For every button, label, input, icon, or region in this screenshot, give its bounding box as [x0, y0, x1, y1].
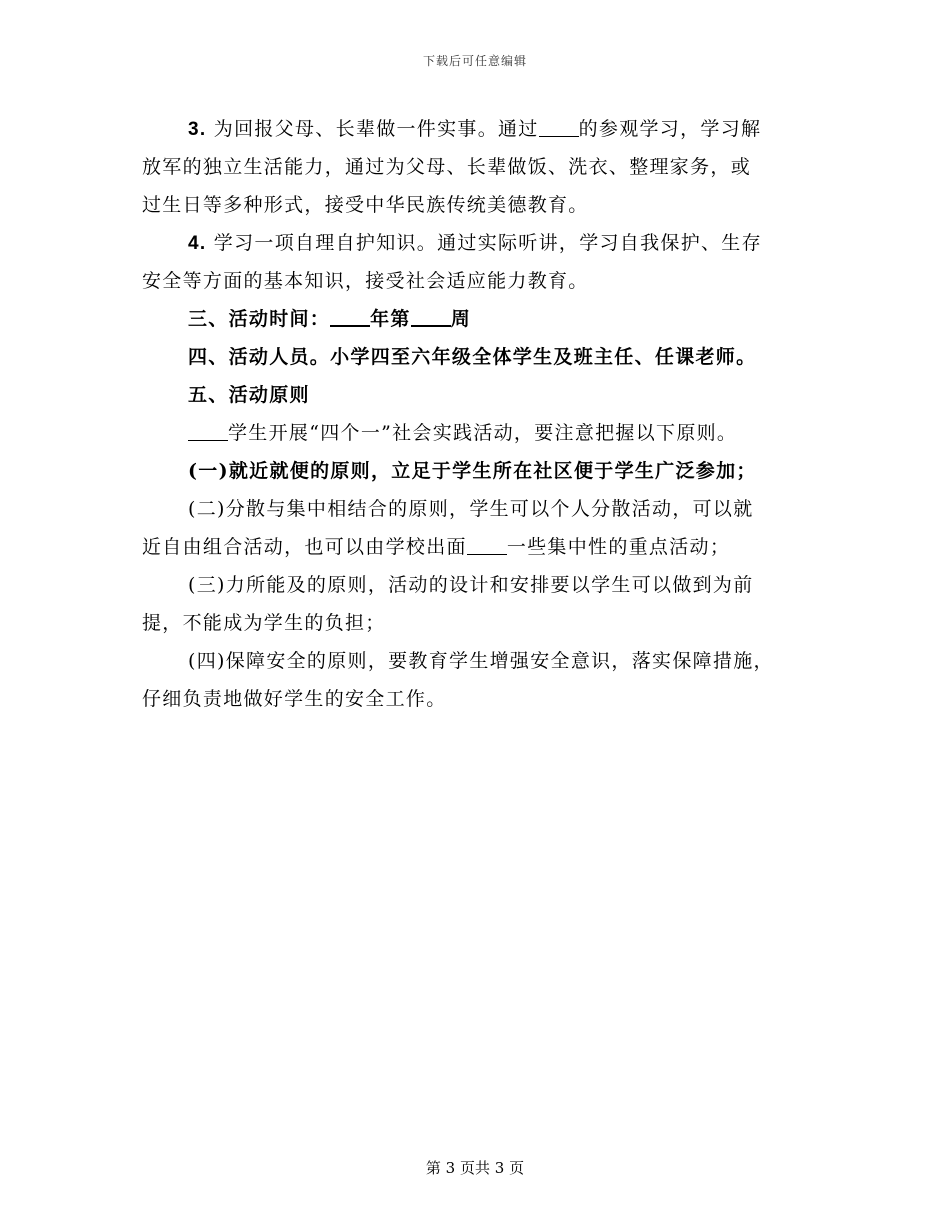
- principle-2-line-1: (二)分散与集中相结合的原则，学生可以个人分散活动，可以就: [188, 498, 754, 520]
- section-5-heading: 五、活动原则: [188, 384, 310, 406]
- document-body: [142, 110, 812, 718]
- principle-2-line-2: [142, 528, 812, 566]
- section-3-heading: [142, 300, 812, 338]
- fill-blank-week: [411, 305, 451, 327]
- item-4-line-1: [142, 224, 812, 262]
- fill-blank: [188, 420, 228, 441]
- item-3-number: 3.: [188, 119, 207, 140]
- item-3-line-1: [142, 110, 812, 148]
- item-3-line-2: 放军的独立生活能力，通过为父母、长辈做饭、洗衣、整理家务，或: [142, 156, 752, 178]
- item-4-number: 4.: [188, 233, 207, 254]
- fill-blank-year: [330, 305, 370, 327]
- page-header: 下载后可任意编辑: [422, 54, 527, 68]
- fill-blank: [467, 534, 507, 555]
- principle-3-line-1: (三)力所能及的原则，活动的设计和安排要以学生可以做到为前: [188, 574, 754, 596]
- section-3-label: 三、活动时间：: [188, 308, 331, 330]
- section-3-week: 周: [450, 308, 472, 330]
- principle-1: (一)就近就便的原则，立足于学生所在社区便于学生广泛参加；: [188, 460, 757, 482]
- fill-blank: [539, 116, 579, 137]
- section-4-heading: 四、活动人员。小学四至六年级全体学生及班主任、任课老师。: [188, 346, 757, 368]
- item-4-text: 学习一项自理自护知识。通过实际听讲，学习自我保护、生存: [206, 232, 762, 254]
- principle-2-text-a: 近自由组合活动，也可以由学校出面: [142, 536, 467, 558]
- item-3-text-b: 的参观学习，学习解: [578, 118, 762, 140]
- principle-2-text-b: 一些集中性的重点活动；: [506, 536, 731, 558]
- page-number: 第 3 页共 3 页: [425, 1159, 525, 1177]
- item-3-line-3: 过生日等多种形式，接受中华民族传统美德教育。: [142, 194, 589, 216]
- item-4-line-2: 安全等方面的基本知识，接受社会适应能力教育。: [142, 270, 589, 292]
- principle-4-line-2: 仔细负责地做好学生的安全工作。: [142, 688, 447, 710]
- principle-3-line-2: 提，不能成为学生的负担；: [142, 612, 386, 634]
- section-3-year: 年第: [370, 308, 411, 330]
- item-3-text-a: 为回报父母、长辈做一件实事。通过: [206, 118, 539, 140]
- principle-4-line-1: (四)保障安全的原则，要教育学生增强安全意识，落实保障措施，: [188, 650, 774, 672]
- section-5-intro-text: 学生开展“四个一”社会实践活动，要注意把握以下原则。: [228, 422, 738, 444]
- section-5-intro: [142, 414, 812, 452]
